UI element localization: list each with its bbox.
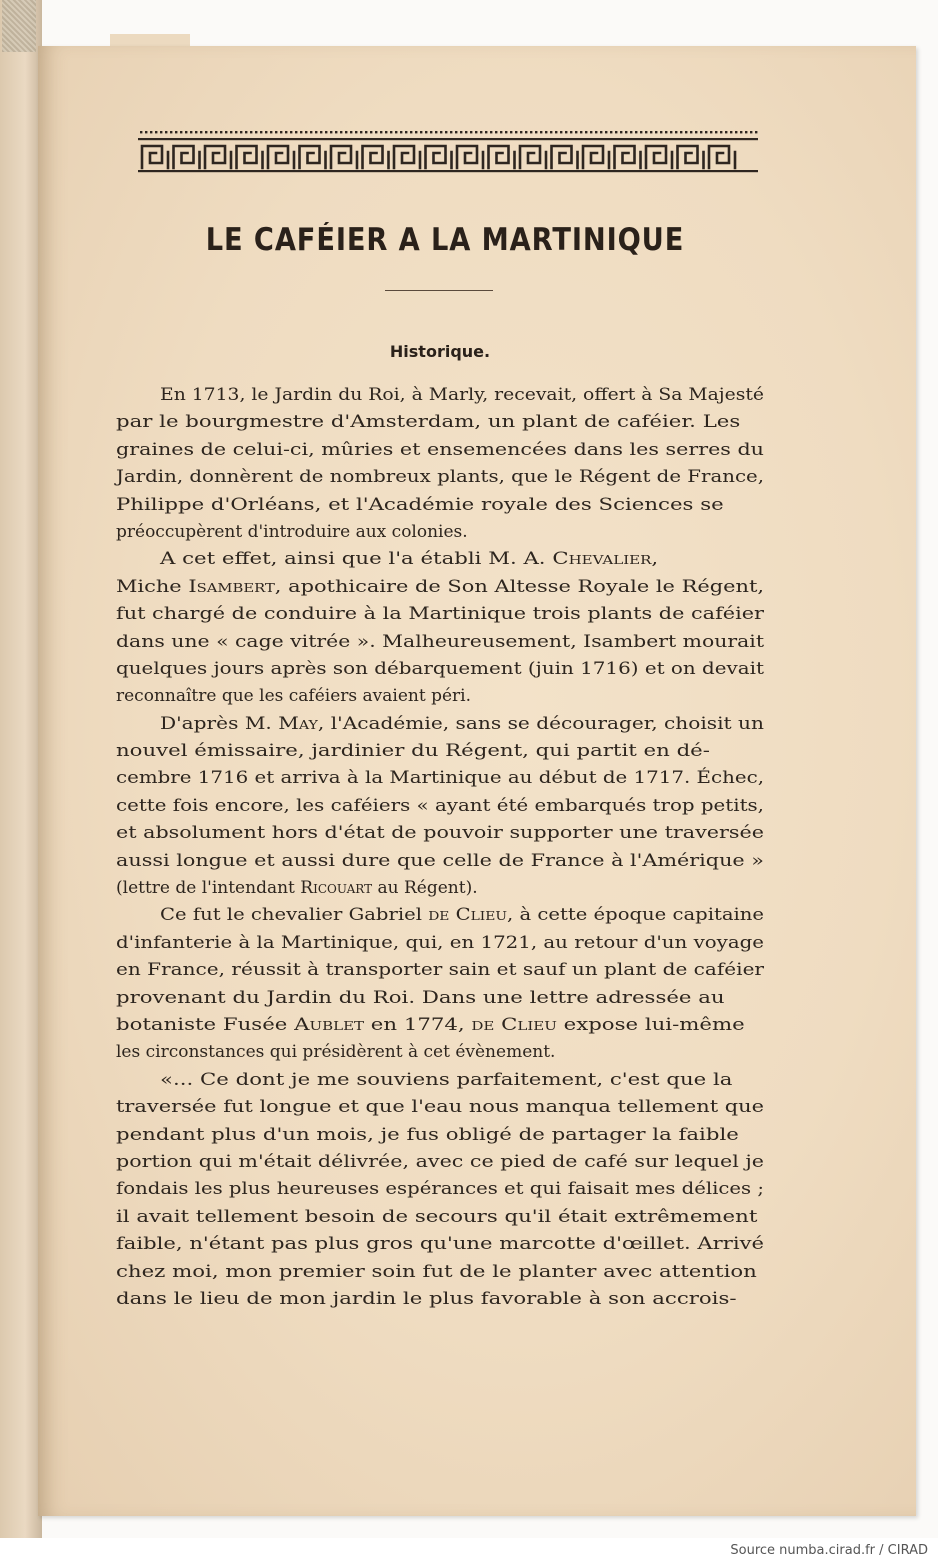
border-dot [550, 131, 552, 133]
border-dot [180, 131, 182, 133]
text-line-content [116, 875, 478, 902]
border-dot [375, 131, 377, 133]
text-run: faible, n'étant pas plus gros qu'une marcotte d'œillet. Arrivé [116, 1234, 764, 1255]
source-footer: Source numba.cirad.fr / CIRAD [730, 1543, 928, 1558]
article-body [116, 382, 764, 1313]
border-dot [560, 131, 562, 133]
text-line [116, 1149, 764, 1176]
border-dot [705, 131, 707, 133]
meander-unit [142, 146, 168, 168]
border-dot [385, 131, 387, 133]
border-dot [305, 131, 307, 133]
text-run: , [651, 549, 659, 570]
text-line [116, 683, 764, 710]
text-line [116, 629, 764, 656]
border-dot [655, 131, 657, 133]
text-run: dans le lieu de mon jardin le plus favorable à son accrois- [116, 1288, 737, 1309]
meander-unit [709, 146, 735, 168]
text-line-content [116, 409, 740, 436]
border-dot [205, 131, 207, 133]
text-line [116, 738, 764, 765]
text-run: Ce fut le chevalier Gabriel [160, 905, 429, 926]
text-line [116, 1286, 764, 1313]
section-heading: Historique. [389, 342, 491, 361]
meander-unit [489, 146, 515, 168]
border-dot [465, 131, 467, 133]
text-run: chez moi, mon premier soin fut de le planter avec attention [116, 1261, 757, 1282]
border-dot [230, 131, 232, 133]
border-dot [615, 131, 617, 133]
border-dot [470, 131, 472, 133]
text-line [116, 1094, 764, 1121]
text-line-content [116, 1094, 764, 1121]
proper-name: Aublet [294, 1014, 365, 1035]
border-dot [295, 131, 297, 133]
border-dot [680, 131, 682, 133]
border-dot [280, 131, 282, 133]
text-run: au Régent). [372, 878, 478, 899]
border-dot [350, 131, 352, 133]
border-dot [400, 131, 402, 133]
text-line [116, 1122, 764, 1149]
meander-unit [394, 146, 420, 168]
border-dot [610, 131, 612, 133]
border-dot [540, 131, 542, 133]
border-dot [580, 131, 582, 133]
border-dot [330, 131, 332, 133]
border-dot [665, 131, 667, 133]
text-line [116, 382, 764, 409]
text-line [116, 765, 764, 792]
border-dot [355, 131, 357, 133]
adjacent-page-edge [0, 0, 42, 1538]
text-line-content [116, 985, 725, 1012]
greek-key-border-svg [138, 130, 758, 174]
border-dot [585, 131, 587, 133]
border-dot [460, 131, 462, 133]
border-bottom-rule [138, 170, 758, 172]
border-dot [650, 131, 652, 133]
border-dot [235, 131, 237, 133]
text-run: il avait tellement besoin de secours qu'il était extrêmement [116, 1206, 758, 1227]
border-dot [170, 131, 172, 133]
page-title: LE CAFÉIER A LA MARTINIQUE [205, 222, 685, 258]
text-line-content [116, 519, 468, 546]
border-dot [715, 131, 717, 133]
text-run: fut chargé de conduire à la Martinique trois plants de caféier [116, 604, 764, 625]
border-dot [265, 131, 267, 133]
text-line-content [116, 601, 764, 628]
text-run: reconnaître que les caféiers avaient péri. [116, 686, 471, 707]
border-dot [535, 131, 537, 133]
text-line [116, 1259, 764, 1286]
border-dot [675, 131, 677, 133]
border-dot [335, 131, 337, 133]
text-line-content [116, 1176, 764, 1203]
border-dot [685, 131, 687, 133]
text-line-content [116, 1149, 764, 1176]
border-dot [250, 131, 252, 133]
border-dot [185, 131, 187, 133]
border-dot [300, 131, 302, 133]
text-line [116, 546, 764, 573]
text-line-content [116, 1204, 757, 1231]
border-dot [600, 131, 602, 133]
text-line-content [116, 930, 764, 957]
text-line-content [116, 820, 764, 847]
meander-unit [520, 146, 546, 168]
text-run: d'infanterie à la Martinique, qui, en 1721, au retour d'un voyage [116, 932, 764, 953]
text-line [116, 1231, 764, 1258]
border-dot [290, 131, 292, 133]
text-run: cembre 1716 et arriva à la Martinique au début de 1717. Échec, [116, 768, 764, 789]
border-dot [700, 131, 702, 133]
border-dot [320, 131, 322, 133]
text-line [116, 1176, 764, 1203]
text-run: fondais les plus heureuses espérances et qui faisait mes délices ; [116, 1179, 765, 1200]
meander-unit [552, 146, 578, 168]
text-run: expose lui-même [556, 1014, 745, 1035]
text-line [116, 656, 764, 683]
border-dot [660, 131, 662, 133]
border-dot [210, 131, 212, 133]
border-dot [645, 131, 647, 133]
text-run: pendant plus d'un mois, je fus obligé de partager la faible [116, 1124, 739, 1145]
text-run: dans une « cage vitrée ». Malheureusement, Isambert mourait [116, 631, 765, 652]
border-dot [150, 131, 152, 133]
border-dot [745, 131, 747, 133]
border-dot [340, 131, 342, 133]
proper-name: May [278, 713, 318, 734]
border-dot [160, 131, 162, 133]
text-line [116, 820, 764, 847]
border-dot [255, 131, 257, 133]
border-dot [155, 131, 157, 133]
border-dot [510, 131, 512, 133]
text-line-content [160, 546, 658, 573]
border-dot [345, 131, 347, 133]
border-dot [755, 131, 757, 133]
border-dot [190, 131, 192, 133]
text-run: botaniste Fusée [116, 1014, 295, 1035]
border-dot [365, 131, 367, 133]
text-line-content [160, 1067, 732, 1094]
border-dot [430, 131, 432, 133]
border-dot [435, 131, 437, 133]
border-dot [165, 131, 167, 133]
border-dot [625, 131, 627, 133]
text-line [116, 902, 764, 929]
text-run: quelques jours après son débarquement (juin 1716) et on devait [116, 658, 764, 679]
text-line [116, 985, 764, 1012]
border-dot [380, 131, 382, 133]
border-dot [270, 131, 272, 133]
border-dot [555, 131, 557, 133]
border-dot [530, 131, 532, 133]
border-dot [495, 131, 497, 133]
border-dot [175, 131, 177, 133]
text-run: nouvel émissaire, jardinier du Régent, qui partit en dé- [116, 741, 710, 762]
text-line-content [116, 656, 764, 683]
border-dot [485, 131, 487, 133]
meander-unit [174, 146, 200, 168]
text-run: , à cette époque capitaine [507, 905, 765, 926]
text-run: , l'Académie, sans se décourager, choisit un [317, 713, 764, 734]
border-dot [630, 131, 632, 133]
text-line [116, 1204, 764, 1231]
text-line [116, 492, 764, 519]
proper-name: Ricouart [300, 878, 373, 899]
border-dot [640, 131, 642, 133]
text-run: , apothicaire de Son Altesse Royale le Régent, [274, 576, 765, 597]
text-line-content [116, 957, 764, 984]
border-dot [595, 131, 597, 133]
greek-key-border [138, 130, 758, 174]
meander-unit [457, 146, 483, 168]
text-run: portion qui m'était délivrée, avec ce pied de café sur lequel je [116, 1151, 764, 1172]
meander-unit [363, 146, 389, 168]
border-dot [225, 131, 227, 133]
text-run: aussi longue et aussi dure que celle de France à l'Amérique » [116, 850, 764, 871]
text-line [116, 1067, 764, 1094]
border-dot [310, 131, 312, 133]
border-dot [720, 131, 722, 133]
text-run: et absolument hors d'état de pouvoir supporter une traversée [116, 823, 765, 844]
border-dot [670, 131, 672, 133]
border-dot [260, 131, 262, 133]
border-dot [725, 131, 727, 133]
border-dot [735, 131, 737, 133]
border-dot [605, 131, 607, 133]
border-dot [620, 131, 622, 133]
border-dot [200, 131, 202, 133]
text-line-content [116, 1039, 555, 1066]
border-dot [520, 131, 522, 133]
text-run: par le bourgmestre d'Amsterdam, un plant de caféier. Les [116, 412, 741, 433]
meander-unit [331, 146, 357, 168]
meander-unit [678, 146, 704, 168]
meander-unit [268, 146, 294, 168]
text-run: A cet effet, ainsi que l'a établi M. A. [160, 549, 553, 570]
text-line-content [116, 683, 471, 710]
border-dot [490, 131, 492, 133]
meander-unit [583, 146, 609, 168]
proper-name: Isambert [188, 576, 275, 597]
border-dot [695, 131, 697, 133]
text-run: Jardin, donnèrent de nombreux plants, que le Régent de France, [116, 467, 764, 488]
meander-unit [646, 146, 672, 168]
border-dot [710, 131, 712, 133]
border-dot [740, 131, 742, 133]
proper-name: Chevalier [552, 549, 652, 570]
text-run: préoccupèrent d'introduire aux colonies. [116, 521, 468, 542]
text-line [116, 601, 764, 628]
border-dot [215, 131, 217, 133]
border-dot [750, 131, 752, 133]
border-dot [325, 131, 327, 133]
meander-unit [237, 146, 263, 168]
text-line-content [116, 738, 710, 765]
text-line [116, 574, 764, 601]
text-line [116, 875, 764, 902]
border-dot [275, 131, 277, 133]
text-line-content [116, 492, 724, 519]
text-line [116, 409, 764, 436]
border-dot [285, 131, 287, 133]
text-line [116, 1012, 764, 1039]
border-dot [415, 131, 417, 133]
text-line-content [160, 382, 764, 409]
meander-unit [205, 146, 231, 168]
text-line-content [116, 464, 764, 491]
border-dot [425, 131, 427, 133]
text-run: Philippe d'Orléans, et l'Académie royale des Sciences se [116, 494, 724, 515]
text-run: cette fois encore, les caféiers « ayant été embarqués trop petits, [116, 795, 764, 816]
border-dot [500, 131, 502, 133]
border-dot [515, 131, 517, 133]
text-line [116, 848, 764, 875]
border-dot [360, 131, 362, 133]
bookmark-ribbon [2, 0, 36, 52]
border-dot [395, 131, 397, 133]
text-line-content [116, 1012, 745, 1039]
proper-name: de Clieu [471, 1014, 557, 1035]
text-line-content [160, 711, 764, 738]
border-top-rule [138, 138, 758, 140]
text-line [116, 464, 764, 491]
text-line-content [116, 1286, 737, 1313]
border-dot [370, 131, 372, 133]
title-rule [385, 290, 493, 291]
text-run: (lettre de l'intendant [116, 878, 301, 899]
border-dot [410, 131, 412, 133]
border-dot [195, 131, 197, 133]
border-dot [145, 131, 147, 133]
text-run: provenant du Jardin du Roi. Dans une lettre adressée au [116, 987, 725, 1008]
text-line [116, 437, 764, 464]
text-line [116, 519, 764, 546]
border-dot [475, 131, 477, 133]
text-line [116, 930, 764, 957]
border-dot [690, 131, 692, 133]
border-dot [450, 131, 452, 133]
meander-unit [300, 146, 326, 168]
border-dot [240, 131, 242, 133]
border-dot [570, 131, 572, 133]
text-line-content [160, 902, 764, 929]
text-run: en 1774, [364, 1014, 472, 1035]
border-dot [480, 131, 482, 133]
text-line-content [116, 437, 764, 464]
border-dot [245, 131, 247, 133]
text-line [116, 957, 764, 984]
border-dot [445, 131, 447, 133]
border-dot [220, 131, 222, 133]
border-dot [590, 131, 592, 133]
border-dot [405, 131, 407, 133]
text-line-content [116, 793, 764, 820]
text-line [116, 711, 764, 738]
meander-unit [615, 146, 641, 168]
border-dot [525, 131, 527, 133]
text-line [116, 1039, 764, 1066]
text-run: les circonstances qui présidèrent à cet évènement. [116, 1042, 556, 1063]
border-dot [420, 131, 422, 133]
border-dot [140, 131, 142, 133]
text-line-content [116, 574, 764, 601]
border-dot [575, 131, 577, 133]
text-run: En 1713, le Jardin du Roi, à Marly, recevait, offert à Sa Majesté [160, 385, 764, 405]
text-line [116, 793, 764, 820]
text-run: graines de celui-ci, mûries et ensemencées dans les serres du [116, 439, 764, 460]
text-run: Miche [116, 576, 189, 597]
text-line-content [116, 1231, 764, 1258]
meander-unit [426, 146, 452, 168]
text-run: traversée fut longue et que l'eau nous manqua tellement que [116, 1097, 765, 1118]
border-dot [545, 131, 547, 133]
border-dot [635, 131, 637, 133]
border-dot [455, 131, 457, 133]
text-line-content [116, 848, 764, 875]
proper-name: de Clieu [428, 905, 508, 926]
border-dot [730, 131, 732, 133]
border-dot [505, 131, 507, 133]
text-run: D'après M. [160, 713, 279, 734]
border-dot [315, 131, 317, 133]
text-line-content [116, 765, 764, 792]
border-dot [390, 131, 392, 133]
border-dot [565, 131, 567, 133]
text-line-content [116, 1122, 739, 1149]
text-run: «... Ce dont je me souviens parfaitement, c'est que la [160, 1069, 733, 1090]
text-line-content [116, 1259, 757, 1286]
text-line-content [116, 629, 764, 656]
text-run: en France, réussit à transporter sain et sauf un plant de caféier [116, 960, 765, 981]
border-dot [440, 131, 442, 133]
